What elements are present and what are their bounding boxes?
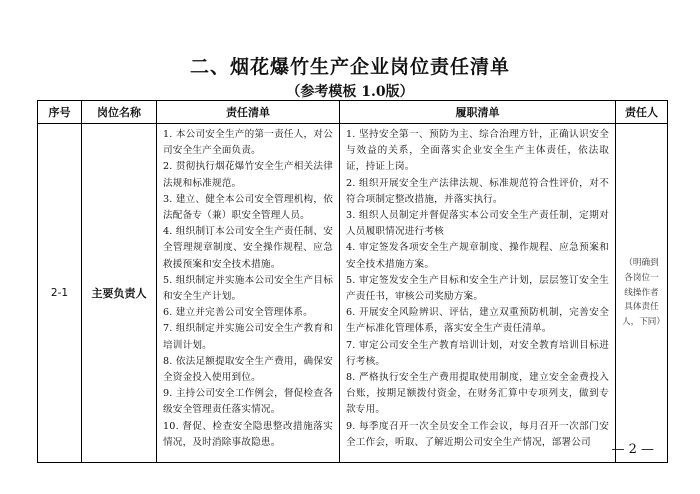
table-header-row (38, 101, 668, 124)
header-position: 岗位名称 (82, 101, 157, 124)
row-seq: 2-1 (38, 124, 82, 463)
duty-item: 5. 审定签发安全生产目标和安全生产计划，层层签订安全生产责任书，审核公司奖励方案。 (346, 274, 609, 303)
duty-item: 8. 严格执行安全生产费用提取使用制度，建立安全金费投入台账，按期足额拨付资金，在财务汇算中专项列支，做到专款专用。 (346, 372, 609, 416)
responsibility-item: 5. 组织制定并实施本公司安全生产目标和安全生产计划。 (163, 274, 333, 303)
responsibility-table (37, 100, 668, 463)
responsibility-item: 7. 组织制定并实施公司安全生产教育和培训计划。 (163, 323, 333, 351)
person-note: （明确到各岗位一线操作者具体责任人，下同） (616, 124, 668, 463)
row-position: 主要负责人 (82, 124, 157, 463)
duty-item: 6. 开展安全风险辨识、评估，建立双重预防机制，完善安全生产标准化管理体系，落实安全生产责任清单。 (346, 307, 609, 335)
page-number: — 2 — (611, 442, 654, 457)
document-title: 二、烟花爆竹生产企业岗位责任清单 (189, 56, 510, 78)
duty-item: 2. 组织开展安全生产法律法规、标准规范符合性评价，对不符合项制定整改措施，并落实执行。 (346, 177, 609, 205)
responsibility-item: 1. 本公司安全生产的第一责任人，对公司安全生产全面负责。 (163, 129, 333, 157)
responsibility-item: 8. 依法足额提取安全生产费用，确保安全资金投入使用到位。 (163, 355, 333, 384)
responsibility-item: 4. 组织制订本公司安全生产责任制、安全管理规章制度、安全操作规程、应急救援预案和安全技术措施。 (163, 226, 333, 270)
duty-list (340, 124, 616, 463)
responsibility-item: 3. 建立、健全本公司安全管理机构，依法配备专（兼）职安全管理人员。 (163, 193, 333, 222)
responsibility-item: 6. 建立并完善公司安全管理体系。 (163, 307, 313, 319)
responsibility-item: 9. 主持公司安全工作例会，督促检查各级安全管理责任落实情况。 (163, 388, 333, 416)
responsibility-list (157, 124, 340, 463)
responsibility-item: 2. 贯彻执行烟花爆竹安全生产相关法律法规和标准规范。 (163, 161, 333, 189)
responsibility-item: 10. 督促、检查安全隐患整改措施落实情况，及时消除事故隐患。 (163, 420, 333, 448)
table-row (38, 124, 668, 463)
duty-item: 1. 坚持安全第一、预防为主、综合治理方针，正确认识安全与效益的关系，全面落实企业安全生产主体责任，依法取证，持证上岗。 (346, 129, 609, 173)
duty-item: 9. 每季度召开一次全员安全工作会议，每月召开一次部门安全工作会，听取、了解近期公司安全生产情况，部署公司 (346, 420, 609, 448)
header-person: 责任人 (616, 101, 668, 124)
document-subtitle: （参考模板 1.0版） (286, 84, 414, 100)
duty-item: 3. 组织人员制定并督促落实本公司安全生产责任制，定期对人员履职情况进行考核 (346, 210, 609, 238)
duty-item: 4. 审定签发各项安全生产规章制度、操作规程、应急预案和安全技术措施方案。 (346, 242, 609, 270)
header-duties: 履职清单 (340, 101, 616, 124)
header-seq: 序号 (38, 101, 82, 124)
duty-item: 7. 审定公司安全生产教育培训计划，对安全教育培训目标进行考核。 (346, 339, 609, 367)
header-responsibilities: 责任清单 (157, 101, 340, 124)
